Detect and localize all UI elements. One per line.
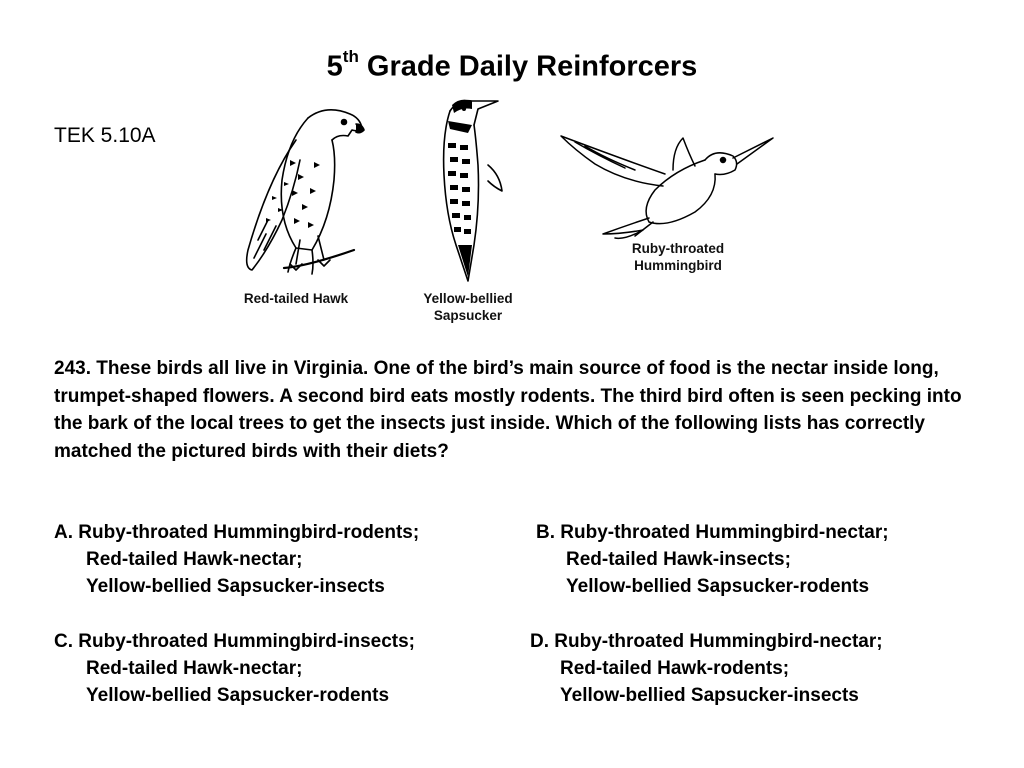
hawk-illustration-icon <box>238 100 368 280</box>
hummingbird-illustration-icon <box>555 130 780 240</box>
hummingbird-name-line1: Ruby-throated <box>631 241 725 256</box>
option-d[interactable] <box>530 628 883 709</box>
option-a[interactable] <box>54 519 419 600</box>
sapsucker-caption <box>398 290 538 324</box>
option-a-line3: Yellow-bellied Sapsucker-insects <box>86 576 385 597</box>
option-b-line2: Red-tailed Hawk-insects; <box>566 549 791 570</box>
question-text: 243. These birds all live in Virginia. One of the bird’s main source of food is the nectar inside long, trumpet-shaped flowers. A second bird eats mostly rodents. The third bird often is seen pecking into the bark of the local trees to get the insects just inside. Which of the following lists has correctly matched the pictured birds with their diets? <box>54 358 962 462</box>
title-text: Grade Daily Reinforcers <box>358 50 698 83</box>
page-title <box>0 47 1024 84</box>
option-c-line2: Red-tailed Hawk-nectar; <box>86 658 303 679</box>
option-c[interactable] <box>54 628 415 709</box>
option-b[interactable] <box>536 519 889 600</box>
hawk-caption <box>226 290 366 307</box>
option-b-line1: B. Ruby-throated Hummingbird-nectar; <box>536 522 889 543</box>
option-b-line3: Yellow-bellied Sapsucker-rodents <box>566 576 870 597</box>
hawk-name: Red-tailed Hawk <box>243 291 349 306</box>
option-c-line1: C. Ruby-throated Hummingbird-insects; <box>54 631 416 652</box>
option-d-line2: Red-tailed Hawk-rodents; <box>560 658 790 679</box>
option-a-line2: Red-tailed Hawk-nectar; <box>86 549 303 570</box>
option-d-line1: D. Ruby-throated Hummingbird-nectar; <box>530 631 883 652</box>
sapsucker-name-line2: Sapsucker <box>433 308 503 323</box>
hummingbird-name-line2: Hummingbird <box>634 258 722 273</box>
hummingbird-caption <box>608 240 748 274</box>
option-c-line3: Yellow-bellied Sapsucker-rodents <box>86 685 390 706</box>
option-a-line1: A. Ruby-throated Hummingbird-rodents; <box>54 522 420 543</box>
sapsucker-illustration-icon <box>428 95 508 285</box>
title-superscript: th <box>342 47 359 66</box>
tek-label: TEK 5.10A <box>54 124 156 147</box>
title-number: 5 <box>326 50 343 83</box>
sapsucker-name-line1: Yellow-bellied <box>423 291 513 306</box>
option-d-line3: Yellow-bellied Sapsucker-insects <box>560 685 859 706</box>
